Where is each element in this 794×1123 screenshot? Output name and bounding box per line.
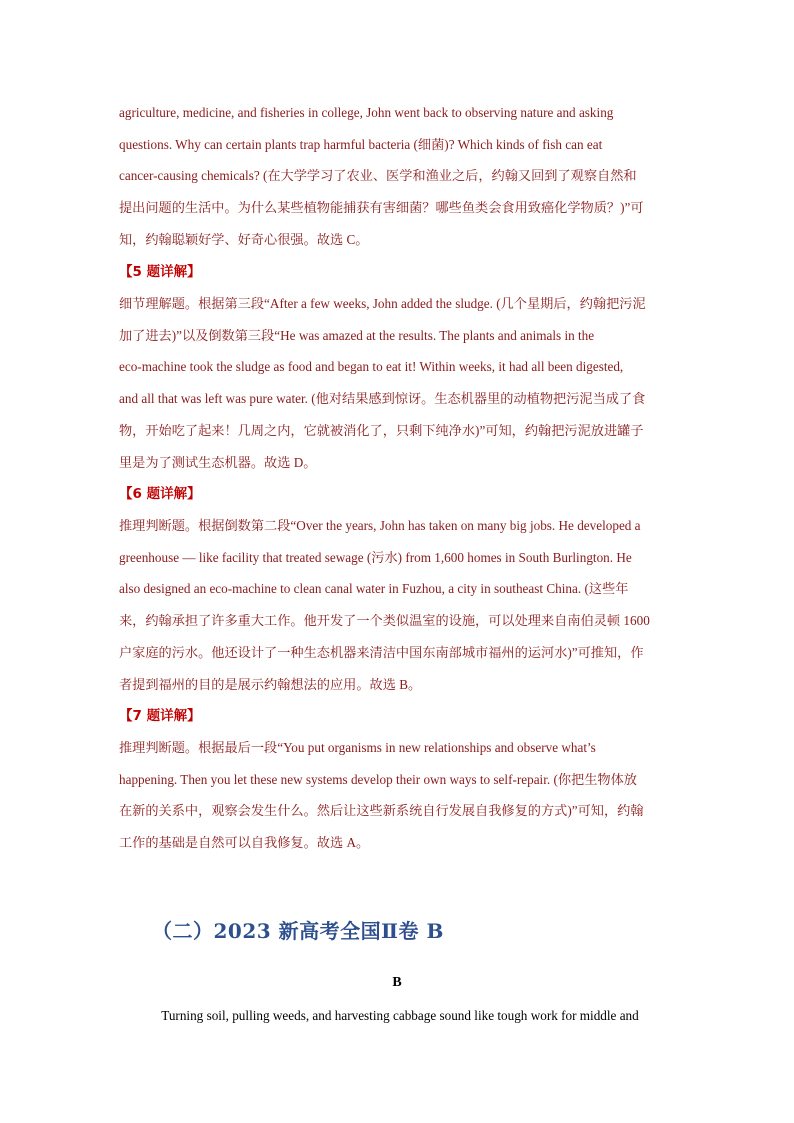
text-line: 工作的基础是自然可以自我修复。故选 A。 xyxy=(119,835,370,851)
answer-explanation-4-continued xyxy=(119,97,675,256)
text-line: 物，开始吃了起来！几周之内，它就被消化了，只剩下纯净水)”可知，约翰把污泥放进罐子 xyxy=(119,422,644,438)
answer-explanation-7 xyxy=(119,732,675,859)
text-line: 户家庭的污水。他还设计了一种生态机器来清洁中国东南部城市福州的运河水)”可推知，作 xyxy=(119,644,644,660)
question-6-heading: 【6 题详解】 xyxy=(119,486,201,502)
text-line: 者提到福州的目的是展示约翰想法的应用。故选 B。 xyxy=(119,676,422,692)
text-line: cancer-causing chemicals? (在大学学习了农业、医学和渔业之后，约翰又回到了观察自然和 xyxy=(119,168,637,184)
question-5-heading: 【5 题详解】 xyxy=(119,264,201,280)
text-line: 细节理解题。根据第三段“After a few weeks, John added the sludge. (几个星期后，约翰把污泥 xyxy=(119,296,646,311)
text-line: 在新的关系中，观察会发生什么。然后让这些新系统自行发展自我修复的方式)”可知，约翰 xyxy=(119,803,644,819)
section-title: （二）2023 新高考全国Ⅱ卷 B xyxy=(152,919,444,943)
answer-explanation-5 xyxy=(119,288,675,478)
text-line: 知，约翰聪颖好学、好奇心很强。故选 C。 xyxy=(119,231,369,247)
text-line: 提出问题的生活中。为什么某些植物能捕获有害细菌？哪些鱼类会食用致癌化学物质？)”可 xyxy=(119,200,644,216)
answer-explanation-6 xyxy=(119,510,675,700)
text-line: agriculture, medicine, and fisheries in college, John went back to observing nature and asking xyxy=(119,105,614,120)
text-line: 里是为了测试生态机器。故选 D。 xyxy=(119,454,317,470)
text-line: also designed an eco-machine to clean canal water in Fuzhou, a city in southeast China. (这些年 xyxy=(119,581,629,597)
text-line: and all that was left was pure water. (他对结果感到惊讶。生态机器里的动植物把污泥当成了食 xyxy=(119,391,646,407)
text-line: 推理判断题。根据倒数第二段“Over the years, John has taken on many big jobs. He developed a xyxy=(119,518,641,533)
text-line: 来，约翰承担了许多重大工作。他开发了一个类似温室的设施，可以处理来自南伯灵顿 1600 xyxy=(119,613,650,629)
text-line: eco-machine took the sludge as food and began to eat it! Within weeks, it had all been digested, xyxy=(119,359,624,375)
text-line: 加了进去)”以及倒数第三段“He was amazed at the results. The plants and animals in the xyxy=(119,327,595,343)
passage-label: B xyxy=(392,975,402,990)
text-line: greenhouse — like facility that treated sewage (污水) from 1,600 homes in South Burlington. He xyxy=(119,549,632,565)
passage-first-line: Turning soil, pulling weeds, and harvesting cabbage sound like tough work for middle and xyxy=(161,1008,639,1023)
text-line: happening. Then you let these new systems develop their own ways to self-repair. (你把生物体放 xyxy=(119,771,637,787)
text-line: questions. Why can certain plants trap harmful bacteria (细菌)? Which kinds of fish can eat xyxy=(119,136,603,152)
text-line: 推理判断题。根据最后一段“You put organisms in new relationships and observe what’s xyxy=(119,740,596,755)
question-7-heading: 【7 题详解】 xyxy=(119,708,201,724)
